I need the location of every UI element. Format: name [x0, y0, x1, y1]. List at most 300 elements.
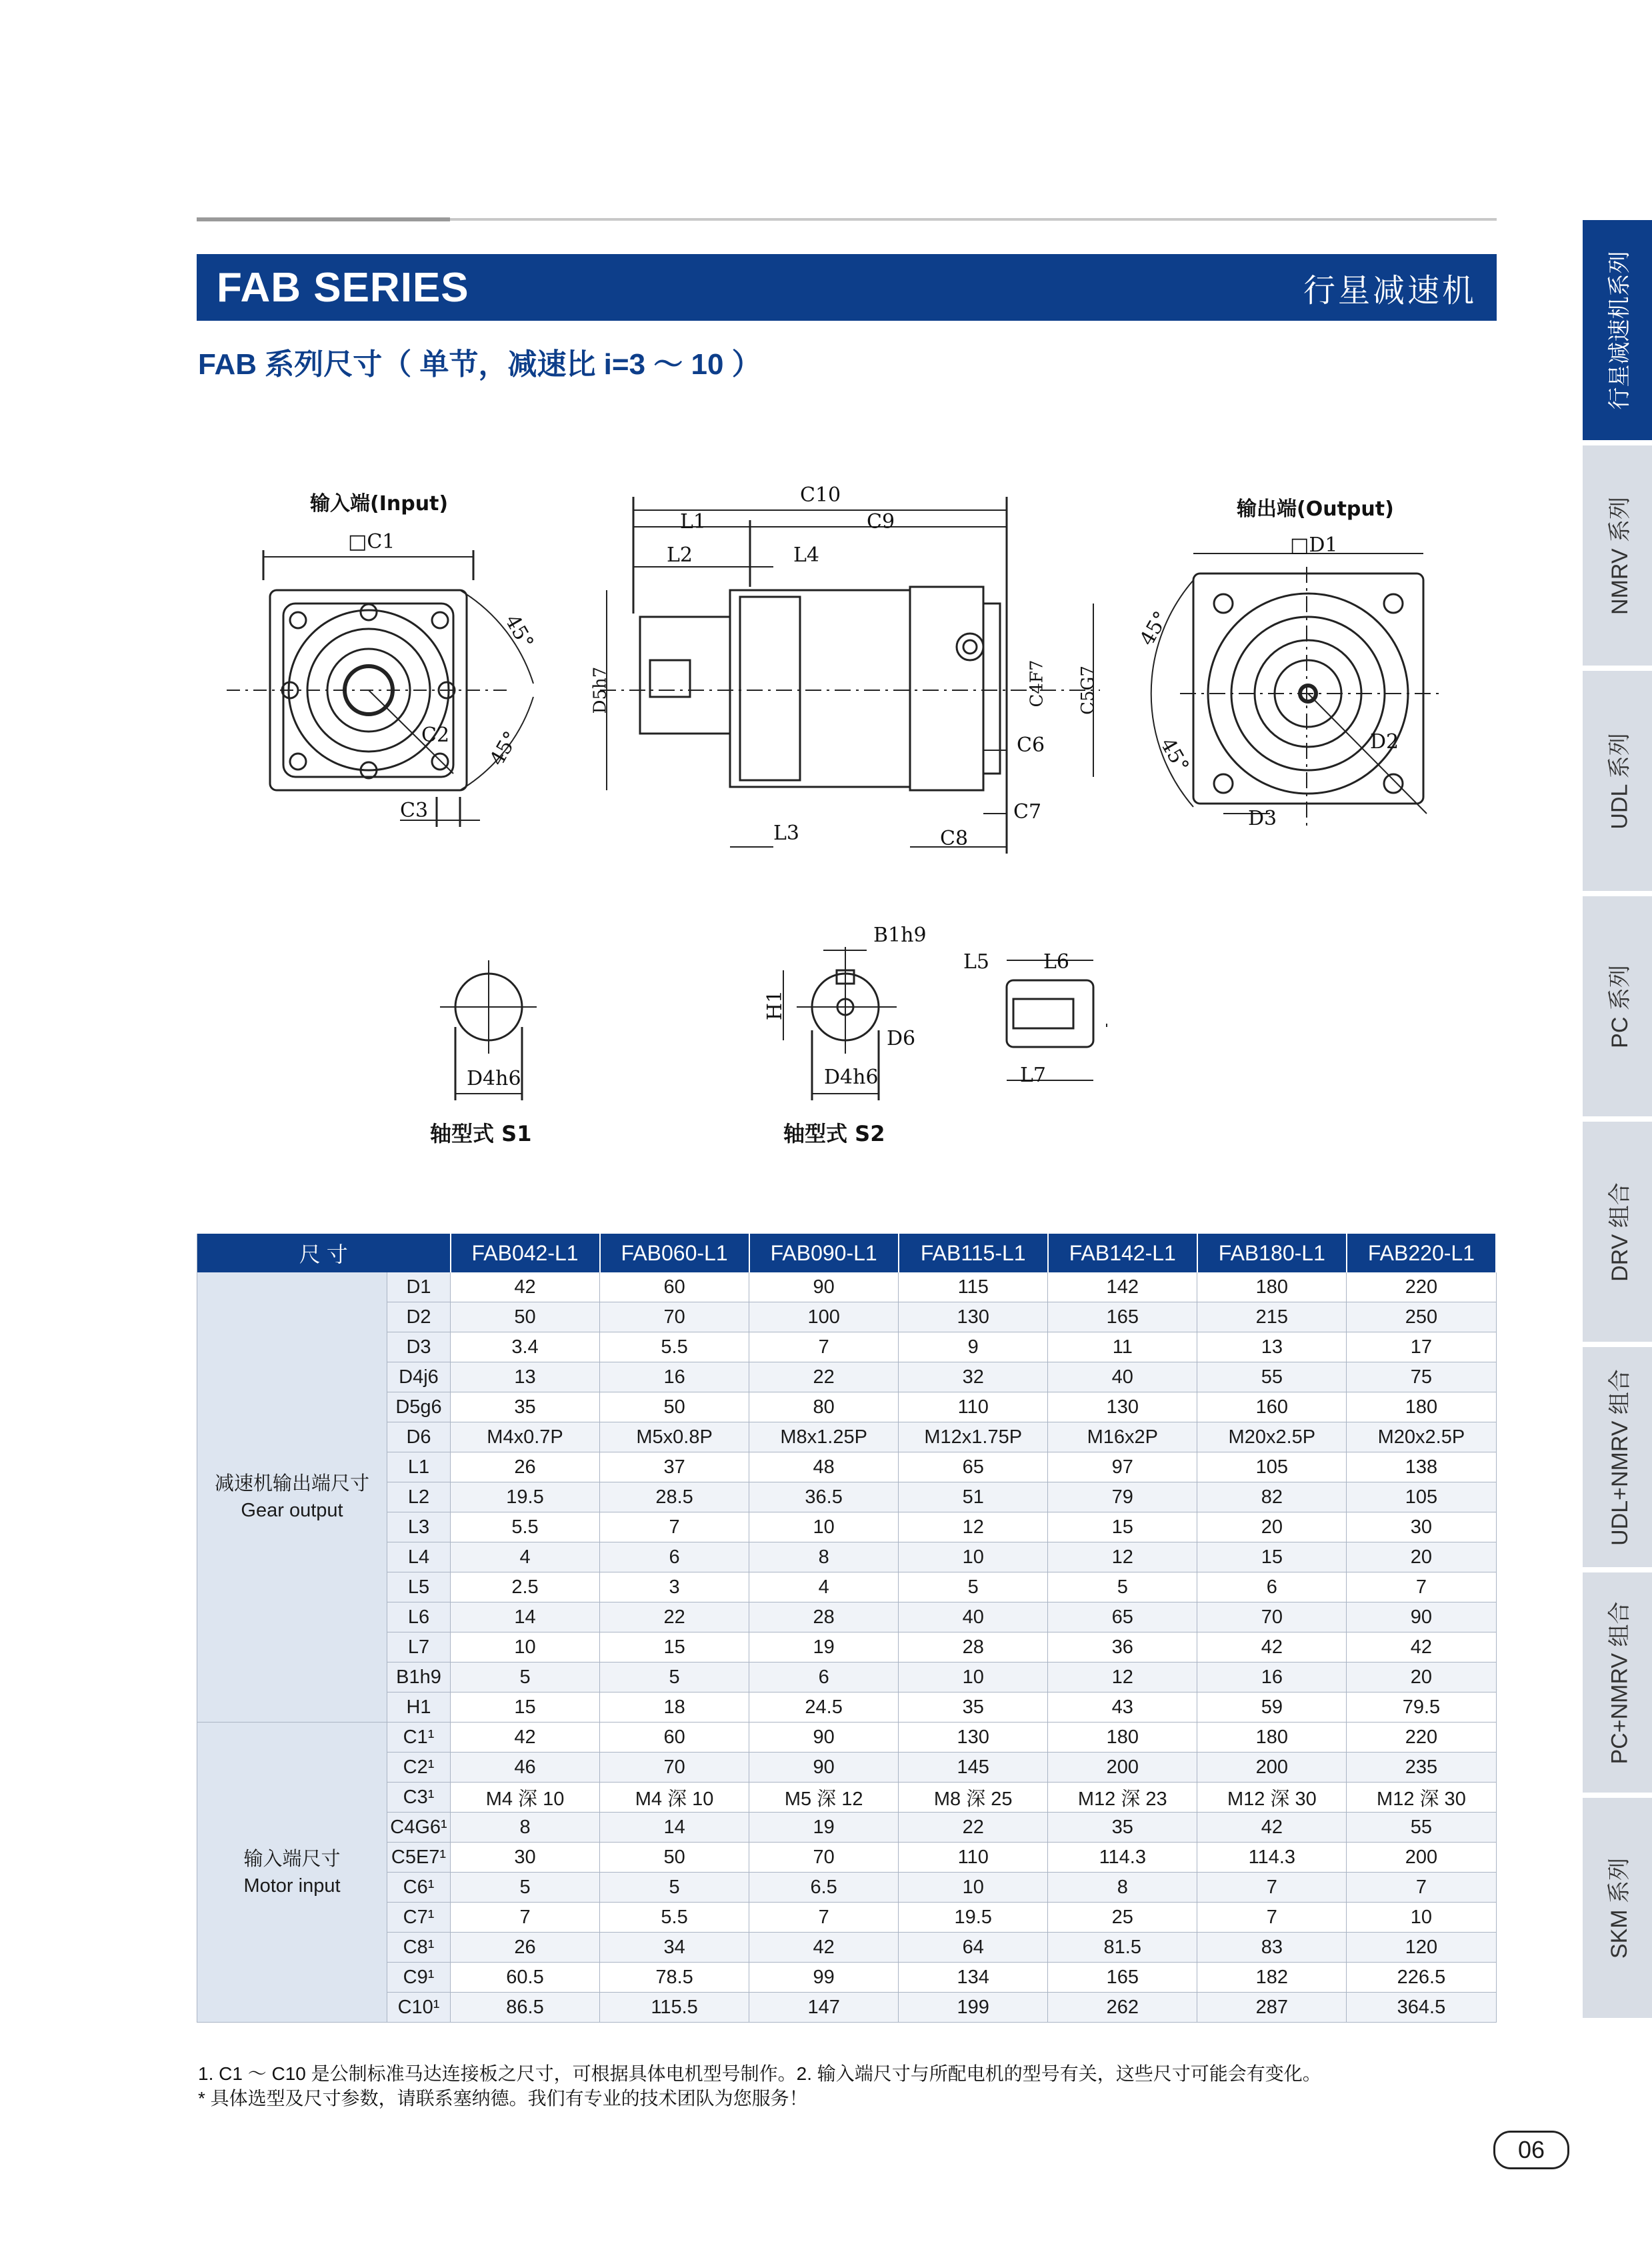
table-cell: 7	[1347, 1572, 1496, 1602]
table-cell: 36	[1048, 1632, 1197, 1662]
dimension-key: D5g6	[387, 1392, 451, 1422]
table-cell: 138	[1347, 1452, 1496, 1482]
model-header: FAB142-L1	[1048, 1234, 1197, 1272]
table-cell: 10	[749, 1512, 899, 1542]
dimension-key: L3	[387, 1512, 451, 1542]
table-cell: 60.5	[451, 1963, 600, 1993]
input-end-label: 输入端(Input)	[310, 492, 449, 515]
table-cell: M12x1.75P	[899, 1422, 1048, 1452]
table-cell: 14	[451, 1602, 600, 1632]
table-cell: 7	[749, 1903, 899, 1933]
table-row	[197, 1272, 1497, 1302]
table-cell: 55	[1347, 1813, 1496, 1843]
dim-c1: □C1	[348, 530, 395, 553]
dim-c6: C6	[1017, 734, 1045, 757]
table-cell: 11	[1048, 1332, 1197, 1362]
table-row	[197, 1362, 1497, 1392]
table-cell: 12	[1048, 1662, 1197, 1693]
table-cell: 30	[1347, 1512, 1496, 1542]
side-tab-label: UDL+NMRV 组合	[1607, 1368, 1633, 1546]
side-tab-pc-nmrv[interactable]	[1583, 1572, 1652, 1793]
dimension-key: C5E7¹	[387, 1843, 451, 1873]
side-tab-drv[interactable]	[1583, 1122, 1652, 1342]
table-cell: 19	[749, 1632, 899, 1662]
table-cell: 5.5	[600, 1903, 749, 1933]
dimension-key: D4j6	[387, 1362, 451, 1392]
table-cell: 114.3	[1197, 1843, 1347, 1873]
shaft-s2-caption: 轴型式 S2	[783, 1121, 885, 1146]
dim-d5: D5h7	[590, 666, 611, 714]
dim-d1: □D1	[1290, 533, 1338, 557]
table-cell: 70	[749, 1843, 899, 1873]
table-cell: 15	[451, 1693, 600, 1723]
table-cell: 10	[899, 1542, 1048, 1572]
table-row	[197, 1632, 1497, 1662]
dim-l6: L6	[1043, 950, 1070, 974]
table-cell: 182	[1197, 1963, 1347, 1993]
group-label-en: Gear output	[241, 1500, 343, 1521]
table-cell: 7	[1197, 1903, 1347, 1933]
table-cell: 5	[451, 1873, 600, 1903]
table-cell: 50	[600, 1843, 749, 1873]
table-cell: 12	[899, 1512, 1048, 1542]
table-cell: M8x1.25P	[749, 1422, 899, 1452]
table-cell: 36.5	[749, 1482, 899, 1512]
table-cell: 180	[1197, 1272, 1347, 1302]
table-cell: 3.4	[451, 1332, 600, 1362]
table-cell: 30	[451, 1843, 600, 1873]
shaft-end-detail	[1007, 960, 1107, 1080]
table-cell: 40	[1048, 1362, 1197, 1392]
table-cell: 90	[749, 1723, 899, 1753]
table-cell: 48	[749, 1452, 899, 1482]
table-cell: 10	[899, 1662, 1048, 1693]
table-cell: 90	[749, 1272, 899, 1302]
table-cell: 80	[749, 1392, 899, 1422]
table-cell: 70	[1197, 1602, 1347, 1632]
dimension-key: C7¹	[387, 1903, 451, 1933]
table-cell: 13	[451, 1362, 600, 1392]
table-row	[197, 1482, 1497, 1512]
dim-angle-output-bottom: 45°	[1155, 734, 1194, 777]
table-cell: 220	[1347, 1723, 1496, 1753]
table-cell: 78.5	[600, 1963, 749, 1993]
table-cell: 60	[600, 1723, 749, 1753]
table-cell: 35	[451, 1392, 600, 1422]
table-cell: 10	[1347, 1903, 1496, 1933]
table-cell: 13	[1197, 1332, 1347, 1362]
table-cell: 7	[749, 1332, 899, 1362]
model-header: FAB060-L1	[600, 1234, 749, 1272]
table-cell: 7	[1197, 1873, 1347, 1903]
dim-c2: C2	[421, 724, 450, 747]
table-cell: 19.5	[451, 1482, 600, 1512]
table-cell: 18	[600, 1693, 749, 1723]
group-label	[197, 1723, 387, 2023]
table-cell: 100	[749, 1302, 899, 1332]
dim-c9: C9	[867, 510, 895, 533]
side-tab-label: NMRV 系列	[1607, 496, 1633, 615]
category-title: 行星减速机	[1303, 273, 1477, 309]
dim-l4: L4	[793, 543, 820, 567]
table-cell: 145	[899, 1753, 1048, 1783]
table-cell: 97	[1048, 1452, 1197, 1482]
table-cell: 15	[1048, 1512, 1197, 1542]
side-tab-skm[interactable]	[1583, 1798, 1652, 2018]
table-row	[197, 1332, 1497, 1362]
table-cell: 220	[1347, 1272, 1496, 1302]
dimension-key: C10¹	[387, 1993, 451, 2023]
table-cell: 34	[600, 1933, 749, 1963]
table-cell: M5 深 12	[749, 1783, 899, 1813]
table-cell: 130	[899, 1302, 1048, 1332]
input-end-view	[227, 550, 533, 827]
table-cell: 28	[899, 1632, 1048, 1662]
table-cell: 160	[1197, 1392, 1347, 1422]
table-cell: 180	[1048, 1723, 1197, 1753]
table-cell: 110	[899, 1843, 1048, 1873]
table-cell: 42	[451, 1272, 600, 1302]
table-cell: 7	[1347, 1873, 1496, 1903]
dimension-key: B1h9	[387, 1662, 451, 1693]
table-cell: 250	[1347, 1302, 1496, 1332]
dim-l3: L3	[773, 822, 800, 845]
table-cell: 50	[451, 1302, 600, 1332]
table-cell: 65	[899, 1452, 1048, 1482]
group-label-cn: 输入端尺寸	[243, 1848, 341, 1870]
table-cell: 51	[899, 1482, 1048, 1512]
dimension-key: D2	[387, 1302, 451, 1332]
table-cell: 10	[899, 1873, 1048, 1903]
table-cell: 16	[600, 1362, 749, 1392]
table-row	[197, 1753, 1497, 1783]
table-cell: 26	[451, 1933, 600, 1963]
dimension-key: L2	[387, 1482, 451, 1512]
table-cell: 83	[1197, 1933, 1347, 1963]
table-header-row	[197, 1234, 1497, 1272]
table-cell: 5	[451, 1662, 600, 1693]
dimension-key: C4G6¹	[387, 1813, 451, 1843]
footnote-2: * 具体选型及尺寸参数，请联系塞纳德。我们有专业的技术团队为您服务！	[198, 2088, 808, 2109]
group-label	[197, 1272, 387, 1723]
table-cell: 287	[1197, 1993, 1347, 2023]
table-cell: 37	[600, 1452, 749, 1482]
table-cell: M12 深 30	[1347, 1783, 1496, 1813]
table-cell: 42	[1347, 1632, 1496, 1662]
dimension-key: C6¹	[387, 1873, 451, 1903]
dim-c10: C10	[800, 483, 841, 507]
table-cell: 28	[749, 1602, 899, 1632]
table-cell: M8 深 25	[899, 1783, 1048, 1813]
table-cell: 16	[1197, 1662, 1347, 1693]
table-cell: 165	[1048, 1302, 1197, 1332]
table-cell: 82	[1197, 1482, 1347, 1512]
page-number: 06	[1493, 2131, 1569, 2169]
table-row	[197, 1302, 1497, 1332]
table-cell: 42	[1197, 1632, 1347, 1662]
table-cell: 165	[1048, 1963, 1197, 1993]
dimension-key: C8¹	[387, 1933, 451, 1963]
table-cell: 79	[1048, 1482, 1197, 1512]
table-cell: 19	[749, 1813, 899, 1843]
dim-d3: D3	[1248, 807, 1277, 830]
table-cell: 32	[899, 1362, 1048, 1392]
dimension-table	[197, 1234, 1497, 2023]
dimension-key: D3	[387, 1332, 451, 1362]
table-cell: 90	[749, 1753, 899, 1783]
dimension-key: L5	[387, 1572, 451, 1602]
table-cell: 5	[899, 1572, 1048, 1602]
model-header: FAB115-L1	[899, 1234, 1048, 1272]
table-cell: 200	[1048, 1753, 1197, 1783]
table-cell: 4	[749, 1572, 899, 1602]
table-cell: 20	[1347, 1542, 1496, 1572]
table-cell: 215	[1197, 1302, 1347, 1332]
model-header: FAB220-L1	[1347, 1234, 1496, 1272]
table-cell: 70	[600, 1753, 749, 1783]
table-header-label: 尺 寸	[197, 1234, 451, 1272]
table-cell: 200	[1347, 1843, 1496, 1873]
side-tab-label: PC+NMRV 组合	[1607, 1600, 1633, 1765]
table-cell: 7	[451, 1903, 600, 1933]
table-cell: 114.3	[1048, 1843, 1197, 1873]
table-cell: 22	[749, 1362, 899, 1392]
table-cell: M4 深 10	[600, 1783, 749, 1813]
model-header: FAB042-L1	[451, 1234, 600, 1272]
table-row	[197, 1572, 1497, 1602]
table-cell: 180	[1197, 1723, 1347, 1753]
table-cell: 28.5	[600, 1482, 749, 1512]
table-row	[197, 1542, 1497, 1572]
table-cell: 364.5	[1347, 1993, 1496, 2023]
table-cell: 50	[600, 1392, 749, 1422]
table-cell: 115	[899, 1272, 1048, 1302]
table-cell: 5	[1048, 1572, 1197, 1602]
table-cell: 235	[1347, 1753, 1496, 1783]
table-cell: 46	[451, 1753, 600, 1783]
table-cell: 5.5	[600, 1332, 749, 1362]
table-row	[197, 1422, 1497, 1452]
table-cell: 134	[899, 1963, 1048, 1993]
table-cell: 19.5	[899, 1903, 1048, 1933]
dim-angle-input-top: 45°	[500, 610, 539, 654]
table-cell: 7	[600, 1512, 749, 1542]
group-label-en: Motor input	[243, 1875, 341, 1897]
table-cell: 42	[749, 1933, 899, 1963]
table-row	[197, 1903, 1497, 1933]
output-end-label: 输出端(Output)	[1237, 497, 1394, 521]
side-tab-udl-nmrv[interactable]	[1583, 1347, 1652, 1567]
dimension-key: C2¹	[387, 1753, 451, 1783]
table-cell: 22	[899, 1813, 1048, 1843]
side-tab-pc[interactable]	[1583, 896, 1652, 1116]
side-tab-label: 行星减速机系列	[1607, 251, 1633, 409]
dimension-key: L4	[387, 1542, 451, 1572]
table-cell: 110	[899, 1392, 1048, 1422]
table-cell: 65	[1048, 1602, 1197, 1632]
table-cell: 40	[899, 1602, 1048, 1632]
footnote-1: 1. C1 ～ C10 是公制标准马达连接板之尺寸，可根据具体电机型号制作。2. 输入端尺寸与所配电机的型号有关，这些尺寸可能会有变化。	[198, 2063, 1321, 2084]
dim-c5: C5G7	[1077, 666, 1098, 715]
table-cell: 60	[600, 1272, 749, 1302]
table-cell: 5	[600, 1873, 749, 1903]
dim-l7: L7	[1020, 1064, 1047, 1087]
dimension-key: C3¹	[387, 1783, 451, 1813]
table-cell: M12 深 23	[1048, 1783, 1197, 1813]
table-cell: M4 深 10	[451, 1783, 600, 1813]
table-cell: 15	[1197, 1542, 1347, 1572]
series-title: FAB SERIES	[217, 264, 469, 311]
side-tab-label: UDL 系列	[1607, 732, 1633, 830]
table-row	[197, 1693, 1497, 1723]
table-cell: 14	[600, 1813, 749, 1843]
side-tab-planetary[interactable]	[1583, 220, 1652, 440]
dim-l2: L2	[667, 543, 693, 567]
table-cell: 6	[600, 1542, 749, 1572]
table-cell: 130	[1048, 1392, 1197, 1422]
table-cell: 20	[1347, 1662, 1496, 1693]
group-label-cn: 减速机输出端尺寸	[214, 1473, 369, 1494]
dim-c7: C7	[1013, 800, 1042, 824]
table-row	[197, 1873, 1497, 1903]
table-cell: 17	[1347, 1332, 1496, 1362]
table-cell: 81.5	[1048, 1933, 1197, 1963]
dim-c4: C4F7	[1027, 660, 1047, 708]
table-cell: 43	[1048, 1693, 1197, 1723]
table-cell: 8	[451, 1813, 600, 1843]
dimension-key: D1	[387, 1272, 451, 1302]
table-cell: 105	[1197, 1452, 1347, 1482]
table-cell: 105	[1347, 1482, 1496, 1512]
table-cell: M20x2.5P	[1197, 1422, 1347, 1452]
table-cell: 115.5	[600, 1993, 749, 2023]
dimension-key: L1	[387, 1452, 451, 1482]
table-cell: 6.5	[749, 1873, 899, 1903]
table-cell: 59	[1197, 1693, 1347, 1723]
side-tab-label: DRV 组合	[1607, 1182, 1633, 1282]
table-cell: 8	[749, 1542, 899, 1572]
table-cell: 35	[899, 1693, 1048, 1723]
dimension-key: C1¹	[387, 1723, 451, 1753]
table-cell: 6	[749, 1662, 899, 1693]
dim-d6: D6	[887, 1027, 916, 1050]
table-row	[197, 1602, 1497, 1632]
table-cell: M20x2.5P	[1347, 1422, 1496, 1452]
dimension-key: L6	[387, 1602, 451, 1632]
table-cell: 262	[1048, 1993, 1197, 2023]
table-cell: 12	[1048, 1542, 1197, 1572]
table-cell: 25	[1048, 1903, 1197, 1933]
table-row	[197, 1512, 1497, 1542]
dim-angle-output-top: 45°	[1135, 607, 1174, 650]
table-cell: 5	[600, 1662, 749, 1693]
dim-c8: C8	[940, 827, 969, 850]
dim-d4-s1: D4h6	[467, 1067, 521, 1090]
dim-d2: D2	[1370, 730, 1399, 754]
table-cell: 199	[899, 1993, 1048, 2023]
dim-c3: C3	[400, 799, 429, 822]
table-cell: 79.5	[1347, 1693, 1496, 1723]
table-cell: 55	[1197, 1362, 1347, 1392]
table-cell: 142	[1048, 1272, 1197, 1302]
dim-l1: L1	[680, 510, 707, 533]
shaft-s1-caption: 轴型式 S1	[430, 1121, 532, 1146]
table-cell: 20	[1197, 1512, 1347, 1542]
table-cell: 26	[451, 1452, 600, 1482]
output-end-view	[1151, 553, 1440, 827]
table-cell: 3	[600, 1572, 749, 1602]
dim-b1: B1h9	[873, 924, 927, 947]
table-cell: M4x0.7P	[451, 1422, 600, 1452]
model-header: FAB180-L1	[1197, 1234, 1347, 1272]
table-cell: 86.5	[451, 1993, 600, 2023]
table-row	[197, 1993, 1497, 2023]
table-cell: 10	[451, 1632, 600, 1662]
dimension-key: C9¹	[387, 1963, 451, 1993]
table-cell: 9	[899, 1332, 1048, 1362]
table-cell: 5.5	[451, 1512, 600, 1542]
table-cell: 22	[600, 1602, 749, 1632]
dim-angle-input-bottom: 45°	[485, 727, 524, 770]
table-cell: 42	[451, 1723, 600, 1753]
table-cell: 24.5	[749, 1693, 899, 1723]
side-tab-nmrv[interactable]	[1583, 445, 1652, 666]
table-cell: 200	[1197, 1753, 1347, 1783]
table-cell: 42	[1197, 1813, 1347, 1843]
table-cell: 8	[1048, 1873, 1197, 1903]
table-cell: 15	[600, 1632, 749, 1662]
table-row	[197, 1783, 1497, 1813]
table-row	[197, 1452, 1497, 1482]
table-cell: 35	[1048, 1813, 1197, 1843]
table-row	[197, 1723, 1497, 1753]
dimension-key: L7	[387, 1632, 451, 1662]
table-cell: 6	[1197, 1572, 1347, 1602]
side-tab-udl[interactable]	[1583, 671, 1652, 891]
table-row	[197, 1933, 1497, 1963]
table-cell: 130	[899, 1723, 1048, 1753]
dimension-key: D6	[387, 1422, 451, 1452]
table-cell: 2.5	[451, 1572, 600, 1602]
table-row	[197, 1843, 1497, 1873]
dim-d4-s2: D4h6	[824, 1066, 879, 1089]
table-cell: 226.5	[1347, 1963, 1496, 1993]
dimension-drawing	[0, 0, 1467, 1187]
dim-l5: L5	[963, 950, 990, 974]
table-cell: 70	[600, 1302, 749, 1332]
table-cell: M5x0.8P	[600, 1422, 749, 1452]
side-tab-label: SKM 系列	[1607, 1857, 1633, 1959]
table-cell: 64	[899, 1933, 1048, 1963]
dim-h1: H1	[763, 990, 787, 1021]
table-cell: M12 深 30	[1197, 1783, 1347, 1813]
table-row	[197, 1813, 1497, 1843]
model-header: FAB090-L1	[749, 1234, 899, 1272]
dimension-key: H1	[387, 1693, 451, 1723]
table-cell: 99	[749, 1963, 899, 1993]
section-subtitle: FAB 系列尺寸（ 单节，减速比 i=3 ～ 10 ）	[198, 348, 761, 381]
table-cell: 75	[1347, 1362, 1496, 1392]
table-cell: 180	[1347, 1392, 1496, 1422]
table-cell: M16x2P	[1048, 1422, 1197, 1452]
table-cell: 4	[451, 1542, 600, 1572]
table-row	[197, 1662, 1497, 1693]
table-row	[197, 1963, 1497, 1993]
table-row	[197, 1392, 1497, 1422]
table-cell: 147	[749, 1993, 899, 2023]
table-cell: 120	[1347, 1933, 1496, 1963]
side-tab-label: PC 系列	[1607, 964, 1633, 1048]
